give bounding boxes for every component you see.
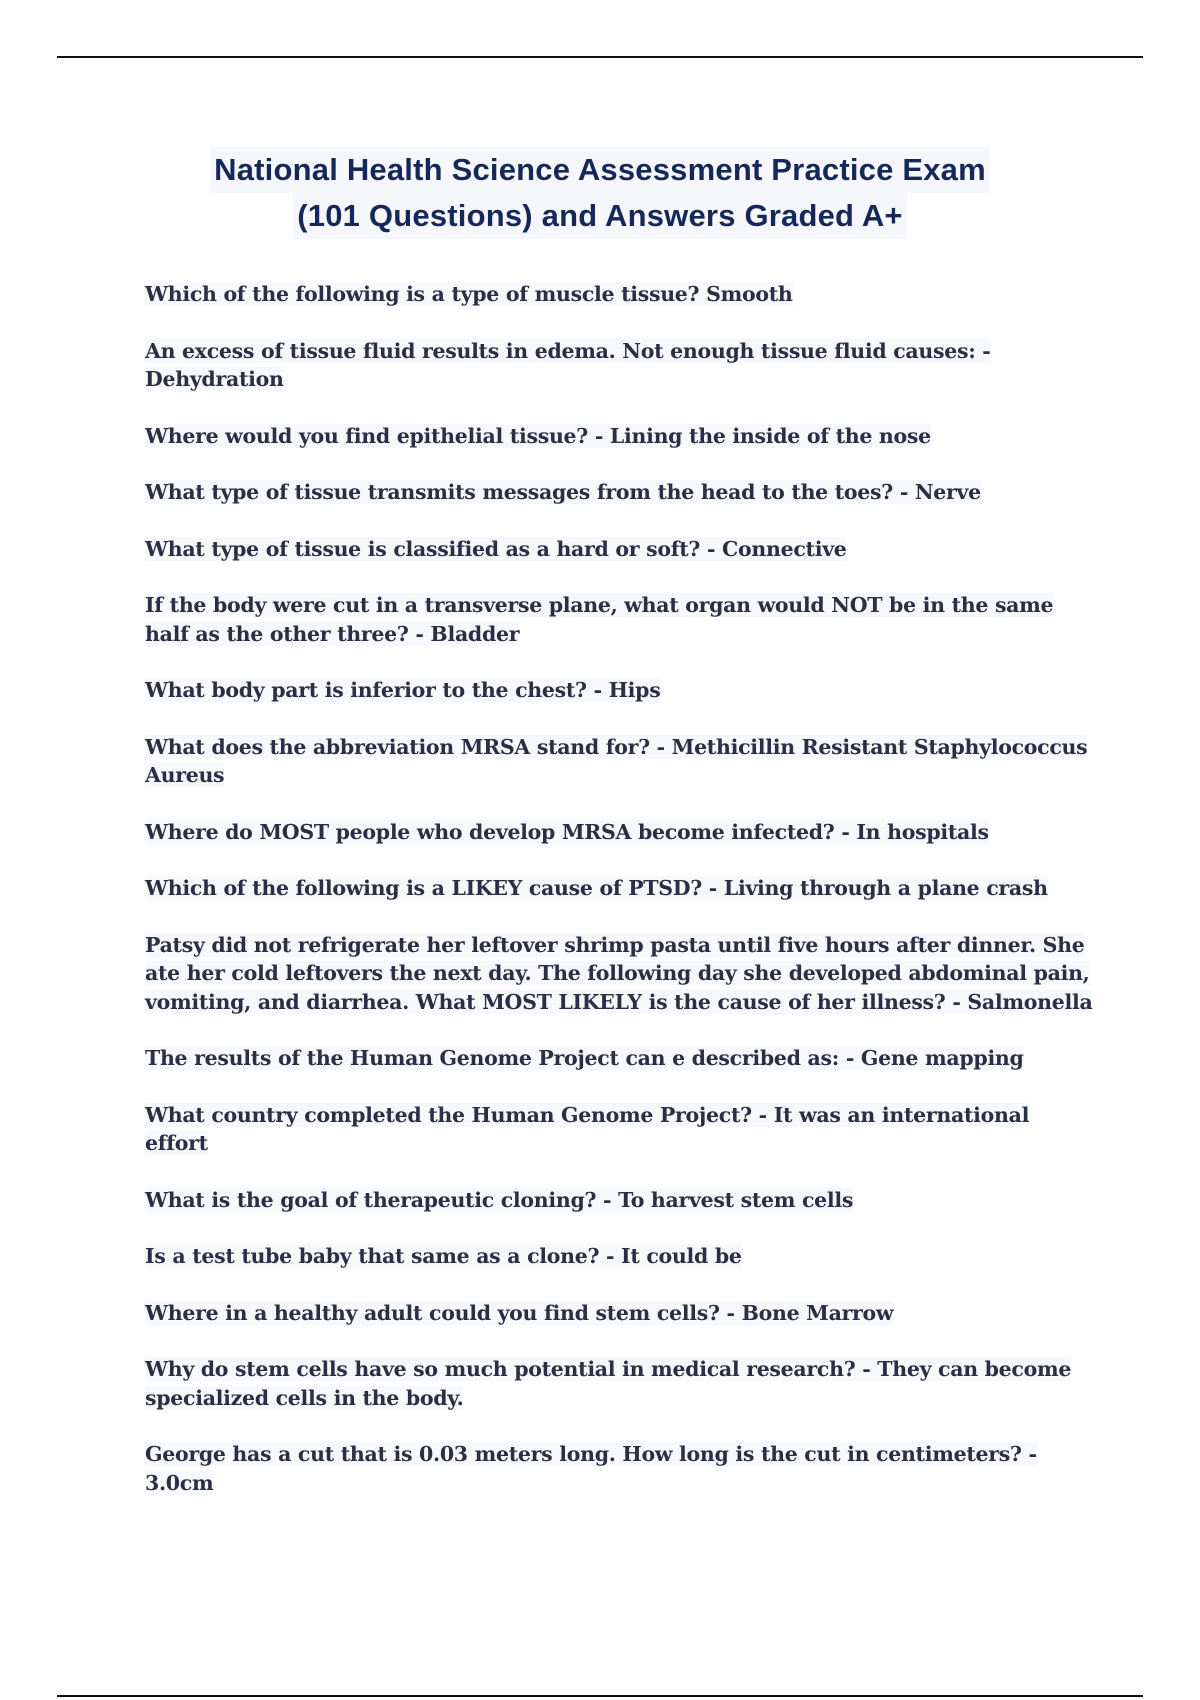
qa-item-1 [145, 280, 1095, 309]
qa-item-4 [145, 478, 1095, 507]
qa-text: What body part is inferior to the chest? - Hips [145, 678, 661, 702]
qa-item-12 [145, 1044, 1095, 1073]
title-line-2: (101 Questions) and Answers Graded A+ [293, 193, 906, 239]
qa-text: Which of the following is a LIKEY cause of PTSD? - Living through a plane crash [145, 876, 1048, 900]
qa-item-6 [145, 591, 1095, 648]
qa-item-11 [145, 931, 1095, 1017]
qa-text: What type of tissue transmits messages from the head to the toes? - Nerve [145, 480, 981, 504]
qa-item-10 [145, 874, 1095, 903]
qa-item-8 [145, 733, 1095, 790]
bottom-divider [57, 1695, 1143, 1697]
qa-text: What country completed the Human Genome Project? - It was an international effort [145, 1102, 1030, 1155]
qa-text: Patsy did not refrigerate her leftover shrimp pasta until five hours after dinner. She ate her cold leftovers the next day. The following day she developed abdominal pain, vomiting, and diarrhea. What MOST LIKELY is the cause of her illness? - Salmonella [145, 932, 1093, 1014]
qa-item-15 [145, 1242, 1095, 1271]
title-line-1: National Health Science Assessment Practice Exam [210, 147, 990, 193]
qa-item-18 [145, 1440, 1095, 1497]
document-title [100, 147, 1100, 239]
top-divider [57, 56, 1143, 58]
qa-text: What does the abbreviation MRSA stand for? - Methicillin Resistant Staphylococcus Aureus [145, 734, 1088, 787]
qa-text: Where would you find epithelial tissue? - Lining the inside of the nose [145, 423, 931, 448]
qa-item-5 [145, 535, 1095, 564]
qa-item-3 [145, 422, 1095, 451]
qa-item-16 [145, 1299, 1095, 1328]
qa-text: Why do stem cells have so much potential in medical research? - They can become specialized cells in the body. [145, 1357, 1072, 1410]
qa-item-17 [145, 1355, 1095, 1412]
qa-item-9 [145, 818, 1095, 847]
qa-text: Where in a healthy adult could you find stem cells? - Bone Marrow [145, 1300, 894, 1325]
qa-text: Which of the following is a type of muscle tissue? Smooth [145, 282, 793, 306]
qa-text: Is a test tube baby that same as a clone? - It could be [145, 1244, 742, 1268]
qa-item-2 [145, 337, 1095, 394]
qa-text: What is the goal of therapeutic cloning? - To harvest stem cells [145, 1187, 854, 1212]
qa-text: If the body were cut in a transverse plane, what organ would NOT be in the same half as the other three? - Bladder [145, 593, 1054, 646]
qa-item-7 [145, 676, 1095, 705]
qa-text: The results of the Human Genome Project can e described as: - Gene mapping [145, 1046, 1024, 1070]
qa-text: Where do MOST people who develop MRSA become infected? - In hospitals [145, 819, 989, 844]
qa-text: George has a cut that is 0.03 meters long. How long is the cut in centimeters? - 3.0cm [145, 1442, 1037, 1495]
qa-item-13 [145, 1101, 1095, 1158]
qa-text: An excess of tissue fluid results in edema. Not enough tissue fluid causes: - Dehydration [145, 338, 991, 391]
question-answer-list [145, 280, 1095, 1525]
qa-item-14 [145, 1186, 1095, 1215]
qa-text: What type of tissue is classified as a hard or soft? - Connective [145, 536, 847, 561]
